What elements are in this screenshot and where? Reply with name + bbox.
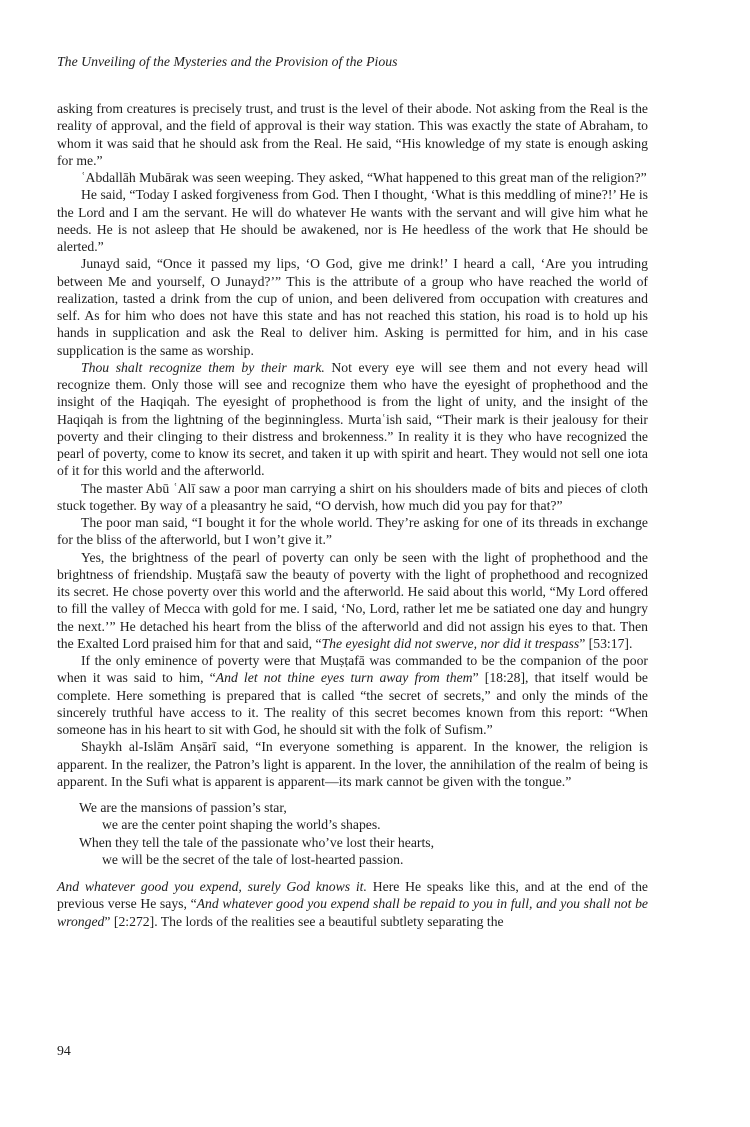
poem-line: When they tell the tale of the passionate who’ve lost their hearts,	[79, 834, 434, 850]
paragraph	[57, 255, 648, 359]
paragraph	[57, 652, 648, 738]
paragraph	[57, 738, 648, 790]
paragraph	[57, 100, 648, 169]
italic-text-run: The eyesight did not swerve, nor did it trespass	[321, 635, 580, 651]
text-run: He said, “Today I asked forgiveness from God. Then I thought, ‘What is this meddling of mine?!’ He is the Lord and I am the servant. He will do whatever He wants with the servant and will give him what he needs. He is not asleep that He should be awakened, nor is He heedless of the work that He should be alerted.”	[57, 187, 648, 254]
text-run: ” [18:28], that itself would be complete. Here something is prepared that is called “the secret of secrets,” and only the minds of the sincerely truthful have access to it. The reality of this secret becomes known from this report: “When someone has in his heart to sit with God, he should sit with the folk of Sufism.”	[57, 670, 648, 737]
paragraph	[57, 169, 648, 186]
poem-line: we are the center point shaping the world’s shapes.	[102, 817, 381, 833]
text-run: ” [2:272]. The lords of the realities see a beautiful subtlety separating the	[104, 913, 504, 929]
text-run: ” [53:17].	[579, 635, 633, 651]
italic-text-run: Thou shalt recognize them by their mark.	[81, 359, 325, 375]
paragraph	[57, 480, 648, 515]
italic-text-run: And let not thine eyes turn away from them	[215, 670, 473, 686]
paragraph	[57, 359, 648, 480]
poem-block	[57, 799, 648, 868]
poem-line: We are the mansions of passion’s star,	[79, 800, 287, 815]
page-number: 94	[57, 1043, 71, 1058]
body-text	[57, 100, 648, 930]
text-run: Shaykh al-Islām Anṣārī said, “In everyone something is apparent. In the knower, the religion is apparent. In the realizer, the Patron’s light is apparent. In the lover, the annihilation of the realm of being is apparent. In the Sufi what is apparent is apparent—its mark cannot be given with the tongue.”	[57, 739, 648, 789]
text-run: If the only eminence of poverty were that Muṣṭafā was commanded to be the companion of the poor when it was said to him, “	[57, 653, 648, 686]
text-run: asking from creatures is precisely trust, and trust is the level of their abode. Not asking from the Real is the reality of approval, and the field of approval is their way station. This was exactly the state of Abraham, to whom it was said that he should ask from the Real. He said, “His knowledge of my state is enough asking for me.”	[57, 101, 648, 168]
text-run: The poor man said, “I bought it for the whole world. They’re asking for one of its threads in exchange for the bliss of the afterworld, but I won’t give it.”	[57, 515, 648, 548]
text-run: Yes, the brightness of the pearl of poverty can only be seen with the light of prophethood and the brightness of friendship. Muṣṭafā saw the beauty of poverty with the light of prophethood and recognized its secret. He chose poverty over this world and the afterworld. He said about this world, “My Lord offered to fill the valley of Mecca with gold for me. I said, ‘No, Lord, rather let me be satiated one day and hungry the next.’” He detached his heart from the bliss of the afterworld and did not assign his eyes to that. Then the Exalted Lord praised him for that and said, “	[57, 549, 648, 651]
poem-line: we will be the secret of the tale of lost-hearted passion.	[102, 851, 404, 867]
text-run: Here He speaks like this, and at the end of the previous verse He says, “	[57, 879, 649, 912]
italic-text-run: And whatever good you expend shall be repaid to you in full, and you shall not be wronged	[57, 896, 649, 929]
text-run: Junayd said, “Once it passed my lips, ‘O God, give me drink!’ I heard a call, ‘Are you intruding between Me and yourself, O Junayd?’” This is the attribute of a group who have reached the world of realization, tasted a drink from the cup of union, and been delivered from occupation with creatures and self. As for him who does not have this state and has not reached this station, his road is to hold up his hands in supplication and ask the Real to deliver him. Asking is permitted for him, and in his case supplication is the same as worship.	[57, 256, 648, 358]
running-header: The Unveiling of the Mysteries and the Provision of the Pious	[57, 54, 398, 69]
text-run: ʿAbdallāh Mubārak was seen weeping. They asked, “What happened to this great man of the religion?”	[81, 170, 647, 185]
paragraph	[57, 878, 648, 930]
paragraph	[57, 186, 648, 255]
text-run: Not every eye will see them and not every head will recognize them. Only those will see and recognize them who have the eyesight of prophethood and the insight of the Haqiqah. The eyesight of prophethood is from the light of unity, and the insight of the Haqiqah is from the lightning of the beginningless. Murtaʿish said, “Their mark is their jealousy for their poverty and their clinging to their distress and brokenness.” In reality it is they who have recognized the pearl of poverty, come to know its secret, and taken it up with spirit and heart. They would not sell one iota of it for this world and the afterworld.	[57, 359, 648, 479]
text-run: The master Abū ʿAlī saw a poor man carrying a shirt on his shoulders made of bits and pieces of cloth stuck together. By way of a pleasantry he said, “O dervish, how much did you pay for that?”	[57, 480, 648, 513]
italic-text-run: And whatever good you expend, surely God knows it.	[57, 879, 367, 894]
paragraph	[57, 514, 648, 549]
paragraph	[57, 549, 648, 653]
